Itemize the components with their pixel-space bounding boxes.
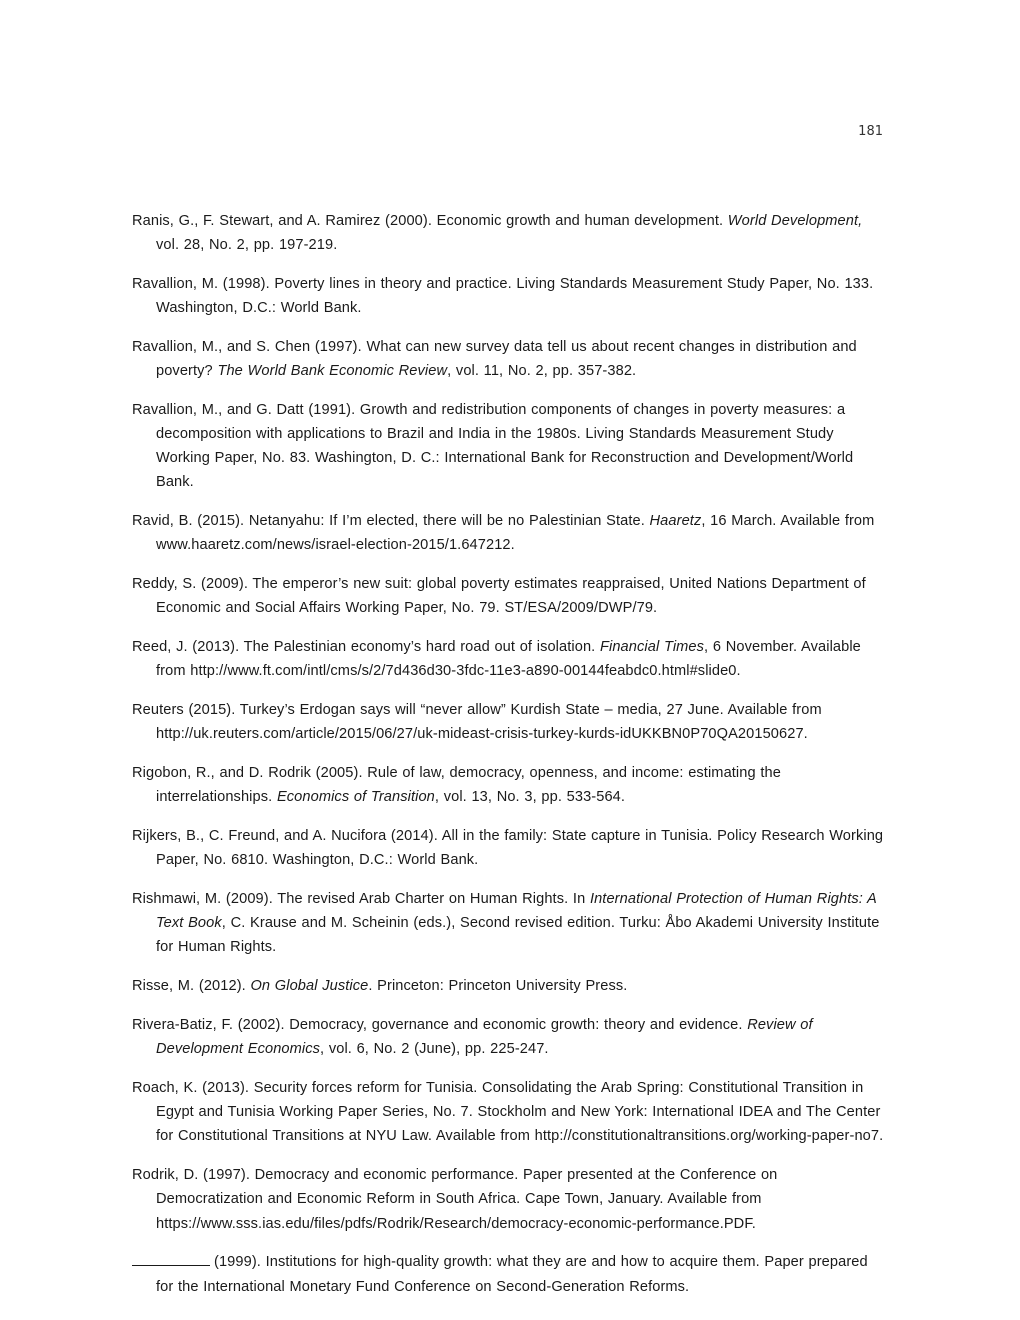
reference-text: , 16 March. Available from www.haaretz.com/news/israel-election-2015/1.647212.: [156, 513, 875, 554]
reference-title-italic: Financial Times: [599, 639, 705, 655]
reference-text: Ranis, G., F. Stewart, and A. Ramirez (2000). Economic growth and human development.: [132, 212, 728, 229]
reference-text: Ravallion, M., and G. Datt (1991). Growth and redistribution components of changes in poverty measures: a decomposition with applications to Brazil and India in the 1980s. Living Standards Measurement Study Working Paper, No. 83. Washington, D. C.: International Bank for Reconstruction and Development/World Bank.: [132, 401, 854, 491]
reference-entry: [132, 272, 884, 320]
reference-entry: [132, 335, 884, 383]
reference-entry: [132, 209, 884, 257]
reference-entry: [132, 1250, 884, 1298]
reference-text: Reed, J. (2013). The Palestinian economy’s hard road out of isolation.: [132, 639, 600, 655]
reference-text: (1999). Institutions for high-quality growth: what they are and how to acquire them. Paper prepared for the International Monetary Fund Conference on Second-Generation Reforms.: [156, 1254, 868, 1295]
reference-text: , 6 November. Available from http://www.ft.com/intl/cms/s/2/7d436d30-3fdc-11e3-a890-00144feabdc0.html#slide0.: [156, 639, 861, 680]
reference-entry: [132, 509, 884, 557]
reference-entry: [132, 1076, 884, 1149]
same-author-rule: [132, 1264, 210, 1266]
reference-title-italic: Review of Development Economics: [156, 1017, 813, 1058]
reference-text: Rigobon, R., and D. Rodrik (2005). Rule of law, democracy, openness, and income: estimating the interrelationships.: [132, 765, 781, 806]
reference-entry: [132, 974, 884, 998]
reference-entry: [132, 398, 884, 495]
reference-text: , vol. 11, No. 2, pp. 357-382.: [447, 362, 637, 379]
reference-text: . Princeton: Princeton University Press.: [368, 978, 628, 995]
reference-text: Rijkers, B., C. Freund, and A. Nucifora (2014). All in the family: State capture in Tunisia. Policy Research Working Paper, No. 6810. Washington, D.C.: World Bank.: [132, 828, 884, 869]
reference-entry: [132, 698, 884, 746]
reference-text: Risse, M. (2012).: [132, 978, 251, 995]
reference-text: Reuters (2015). Turkey’s Erdogan says will “never allow” Kurdish State – media, 27 June. Available from http://uk.reuters.com/article/2015/06/27/uk-mideast-crisis-turkey-kurds-idUKKBN0P70QA20150627.: [132, 702, 822, 743]
reference-title-italic: International Protection of Human Rights: A Text Book: [156, 891, 877, 932]
reference-title-italic: World Development,: [727, 212, 863, 229]
reference-text: vol. 28, No. 2, pp. 197-219.: [156, 236, 338, 253]
reference-text: Ravid, B. (2015). Netanyahu: If I’m elected, there will be no Palestinian State.: [132, 513, 650, 529]
reference-entry: [132, 761, 884, 809]
reference-entry: [132, 1163, 884, 1236]
reference-title-italic: The World Bank Economic Review: [217, 362, 448, 379]
reference-text: , vol. 6, No. 2 (June), pp. 225-247.: [320, 1041, 549, 1058]
reference-text: Rishmawi, M. (2009). The revised Arab Charter on Human Rights. In: [132, 891, 590, 907]
reference-text: Ravallion, M., and S. Chen (1997). What can new survey data tell us about recent changes in distribution and poverty?: [132, 338, 857, 379]
page-number: 181: [858, 124, 883, 139]
reference-text: Rodrik, D. (1997). Democracy and economic performance. Paper presented at the Conference on Democratization and Economic Reform in South Africa. Cape Town, January. Available from https://www.sss.ias.edu/files/pdfs/Rodrik/Research/democracy-economic-performance.PDF.: [132, 1167, 778, 1232]
reference-list: [132, 194, 884, 1303]
reference-text: Reddy, S. (2009). The emperor’s new suit: global poverty estimates reappraised, United Nations Department of Economic and Social Affairs Working Paper, No. 79. ST/ESA/2009/DWP/79.: [132, 576, 866, 617]
reference-title-italic: Economics of Transition: [276, 789, 435, 806]
reference-text: Roach, K. (2013). Security forces reform for Tunisia. Consolidating the Arab Spring: Constitutional Transition in Egypt and Tunisia Working Paper Series, No. 7. Stockholm and New York: International IDEA and The Center for Constitutional Transitions at NYU Law. Available from http://constitutionaltransitions.org/working-paper-no7.: [132, 1080, 884, 1145]
reference-title-italic: On Global Justice: [250, 978, 369, 995]
reference-entry: [132, 635, 884, 683]
reference-entry: [132, 887, 884, 960]
reference-entry: [132, 824, 884, 872]
reference-text: , vol. 13, No. 3, pp. 533-564.: [434, 789, 626, 806]
reference-text: , C. Krause and M. Scheinin (eds.), Second revised edition. Turku: Åbo Akademi University Institute for Human Rights.: [156, 915, 880, 956]
reference-text: Ravallion, M. (1998). Poverty lines in theory and practice. Living Standards Measurement Study Paper, No. 133. Washington, D.C.: World Bank.: [132, 275, 874, 316]
reference-entry: [132, 1013, 884, 1061]
reference-title-italic: Haaretz: [649, 513, 702, 529]
reference-entry: [132, 572, 884, 620]
reference-text: Rivera-Batiz, F. (2002). Democracy, governance and economic growth: theory and evidence.: [132, 1017, 748, 1033]
